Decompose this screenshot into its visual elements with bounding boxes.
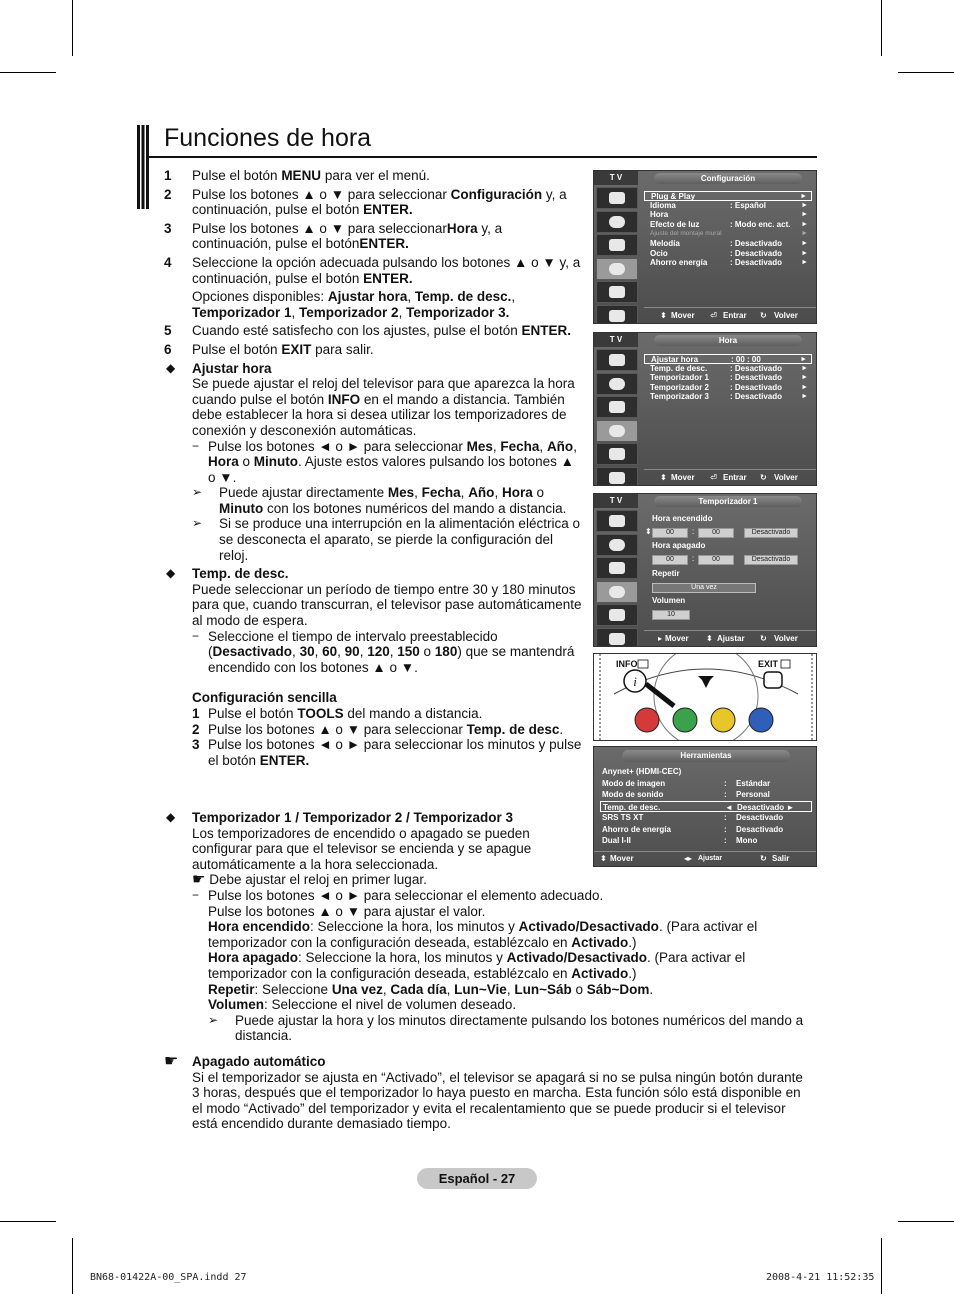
tools-item[interactable]: Ahorro de energía : Desactivado: [602, 824, 784, 834]
application-menu-icon: [596, 467, 638, 487]
osd-icon-strip: [596, 187, 638, 324]
osd-footer: ⬍ Mover ⏎ Entrar ↻ Volver: [644, 307, 816, 323]
exit-label: EXIT: [758, 659, 779, 669]
osd-icon-strip: [596, 510, 638, 647]
enter-icon: ⏎: [710, 473, 717, 482]
application-menu-icon: [596, 305, 638, 325]
sound-menu-icon: [596, 211, 638, 233]
sencilla-step: 3 Pulse los botones ◄ o ► para seleccionar los minutos y pulse el botón ENTER.: [192, 737, 582, 768]
sencilla-step: 1 Pulse el botón TOOLS del mando a distancia.: [192, 706, 483, 721]
diamond-bullet-icon: ◆: [166, 566, 176, 581]
osd-menu-item[interactable]: Temporizador 1 : Desactivado ►: [650, 373, 808, 383]
page-number-badge: Español - 27: [417, 1168, 537, 1189]
osd-herramientas: [593, 746, 817, 867]
osd-menu-list: [644, 354, 812, 402]
setup-menu-icon: [596, 258, 638, 280]
picture-menu-icon: [596, 187, 638, 209]
osd-title: Hora: [654, 335, 802, 346]
crop-mark: [898, 72, 954, 73]
up-down-icon: ⬍: [645, 527, 652, 536]
osd-menu-item[interactable]: Temporizador 3 : Desactivado ►: [650, 392, 808, 402]
config-sencilla-steps: [192, 706, 582, 768]
crop-mark: [881, 0, 882, 56]
pointing-hand-icon: ☛: [192, 871, 206, 889]
step-item: 3 Pulse los botones ▲ o ▼ para seleccionarHora y, a continuación, pulse el botónENTER.: [164, 220, 503, 252]
volume-field[interactable]: 10: [652, 610, 690, 620]
on-state-field[interactable]: Desactivado: [744, 528, 798, 538]
osd-menu-item[interactable]: Ahorro energía : Desactivado ►: [650, 258, 808, 268]
picture-menu-icon: [596, 510, 638, 532]
osd-menu-item[interactable]: Hora ►: [650, 210, 808, 220]
ajustar-hora-body: Se puede ajustar el reloj del televisor para que aparezca la hora cuando pulse el botón INFO en el mando a distancia. También debe establecer la hora si desea utilizar los temporizadores de conexión y desconexión automáticas.: [192, 376, 575, 438]
finger-note: ☛ Debe ajustar el reloj en primer lugar.: [192, 871, 427, 889]
repetir-label: Repetir: [652, 569, 680, 578]
channel-menu-icon: [596, 234, 638, 256]
volumen-label: Volumen: [652, 596, 686, 605]
channel-menu-icon: [596, 557, 638, 579]
osd-footer: ⬍ Mover ⏎ Entrar ↻ Volver: [644, 469, 816, 485]
ajustar-hora-notes: [192, 485, 582, 563]
osd-menu-item[interactable]: Idioma : Español ►: [650, 200, 808, 210]
on-hour-field[interactable]: 00: [652, 528, 688, 538]
adjust-icon: ⬍: [706, 634, 713, 643]
hora-encendido-label: Hora encendido: [652, 514, 713, 523]
arrow-note-icon: ➢: [192, 485, 203, 500]
remote-control-image: [593, 653, 817, 741]
tools-item[interactable]: Anynet+ (HDMI-CEC): [602, 767, 682, 776]
temp-desc-section: [164, 566, 582, 768]
crop-mark: [0, 1221, 56, 1222]
step-item: 4 Seleccione la opción adecuada pulsando los botones ▲ o ▼ y, a continuación, pulse el botón ENTER.: [164, 254, 581, 286]
input-menu-icon: [596, 281, 638, 303]
ajustar-hora-section: [164, 361, 582, 564]
application-menu-icon: [596, 628, 638, 648]
osd-temporizador: T V Temporizador 1 Hora encendido ⬍ 00 : 00 Desactivado Hora apagado 00 : 00 Desactivado Repetir Una vez Volumen 10 ▸ Mover ⬍ Ajustar ↻ Volver: [593, 493, 817, 647]
setup-menu-icon: [596, 581, 638, 603]
return-icon: ↻: [760, 311, 767, 320]
move-icon: ▸: [658, 634, 663, 643]
osd-menu-item[interactable]: Melodía : Desactivado ►: [650, 238, 808, 248]
blue-button: [749, 708, 773, 732]
crop-mark: [72, 1238, 73, 1294]
tools-title: Herramientas: [622, 750, 790, 762]
apagado-body: Si el temporizador se ajusta en “Activado”, el televisor se apagará si no se pulsa ningún botón durante 3 horas, después que el temporizador lo haya puesto en marcha. Esta función sólo está disponible en el modo “Activado” del temporizador y evita el recalentamiento que se puede producir si el televisor está encendido durante demasiado tiempo.: [192, 1069, 803, 1132]
temporizador-note: ➢ Puede ajustar la hora y los minutos directamente pulsando los botones numéricos del mando a distancia.: [208, 1012, 804, 1044]
return-icon: ↻: [760, 473, 767, 482]
tools-item[interactable]: Temp. de desc. ◄ Desactivado ►: [600, 801, 812, 813]
sound-menu-icon: [596, 373, 638, 395]
osd-menu-item[interactable]: Temp. de desc. : Desactivado ►: [650, 363, 808, 373]
osd-menu-item[interactable]: Efecto de luz : Modo enc. act. ►: [650, 219, 808, 229]
arrow-note-icon: ➢: [192, 516, 203, 531]
step-item: 1 Pulse el botón MENU para ver el menú.: [164, 168, 430, 183]
title-rule: [149, 156, 817, 158]
instructions-column: [164, 168, 582, 768]
green-button: [673, 708, 697, 732]
note-item: ➢ Si se produce una interrupción en la alimentación eléctrica o se desconecta el aparato, se pierde la configuración del reloj.: [192, 516, 580, 563]
remote-illustration: [594, 654, 817, 741]
temporizador-heading: Temporizador 1 / Temporizador 2 / Temporizador 3: [192, 810, 514, 825]
config-sencilla-heading: Configuración sencilla: [192, 690, 337, 706]
osd-configuracion: [593, 170, 817, 324]
apagado-section: [164, 1054, 814, 1132]
crop-mark: [881, 1238, 882, 1294]
temp-desc-dash: − Seleccione el tiempo de intervalo preestablecido (Desactivado, 30, 60, 90, 120, 150 o 180) que se mantendrá encendido con los botones ▲ o ▼.: [192, 628, 575, 675]
temporizador-body: Los temporizadores de encendido o apagado se pueden configurar para que el televisor se encienda y se apague automáticamente a la hora seleccionada.: [192, 825, 532, 872]
osd-title: Temporizador 1: [654, 496, 802, 507]
step-item: 2 Pulse los botones ▲ o ▼ para seleccionar Configuración y, a continuación, pulse el botón ENTER.: [164, 186, 567, 218]
repeat-field[interactable]: Una vez: [652, 583, 756, 593]
page-title: Funciones de hora: [164, 124, 372, 152]
sound-menu-icon: [596, 534, 638, 556]
osd-tv-label: T V: [594, 494, 638, 508]
diamond-bullet-icon: ◆: [166, 810, 176, 824]
osd-tv-label: T V: [594, 171, 638, 185]
osd-hora: [593, 332, 817, 486]
step-item: 5 Cuando esté satisfecho con los ajustes, pulse el botón ENTER.: [164, 323, 571, 339]
crop-mark: [0, 72, 56, 73]
osd-tv-label: T V: [594, 333, 638, 347]
osd-icon-strip: [596, 349, 638, 486]
osd-menu-list: [644, 191, 812, 268]
yellow-button: [711, 708, 735, 732]
channel-menu-icon: [596, 396, 638, 418]
crop-mark: [898, 1221, 954, 1222]
osd-menu-item[interactable]: Temporizador 2 : Desactivado ►: [650, 382, 808, 392]
imprint-date: 2008-4-21 11:52:35: [766, 1272, 875, 1283]
title-decoration: [137, 125, 149, 209]
hora-apagado-label: Hora apagado: [652, 541, 706, 550]
osd-footer: ▸ Mover ⬍ Ajustar ↻ Volver: [644, 630, 816, 646]
osd-title: Configuración: [654, 173, 802, 184]
input-menu-icon: [596, 604, 638, 626]
ajustar-hora-dash: − Pulse los botones ◄ o ► para seleccionar Mes, Fecha, Año, Hora o Minuto. Ajuste estos valores pulsando los botones ▲ o ▼.: [192, 438, 577, 485]
off-hour-field[interactable]: 00: [652, 555, 688, 565]
tools-item[interactable]: Modo de sonido : Personal: [602, 790, 770, 799]
crop-mark: [72, 0, 73, 56]
diamond-bullet-icon: ◆: [166, 360, 176, 375]
move-icon: ⬍: [660, 311, 667, 320]
ajustar-hora-heading: Ajustar hora: [192, 360, 272, 376]
note-item: ➢ Puede ajustar directamente Mes, Fecha, Año, Hora o Minuto con los botones numéricos del mando a distancia.: [192, 485, 567, 516]
return-icon: ↻: [760, 634, 767, 643]
tools-footer: ⬍ Mover ◂▸ Ajustar ↻ Salir: [594, 851, 816, 866]
off-state-field[interactable]: Desactivado: [744, 555, 798, 565]
osd-menu-item[interactable]: Ajustar hora : 00 : 00 ►: [644, 354, 812, 364]
temp-desc-heading: Temp. de desc.: [192, 566, 289, 582]
steps-list: [164, 168, 582, 358]
arrow-note-icon: ➢: [208, 1012, 219, 1027]
move-icon: ⬍: [600, 854, 607, 863]
setup-menu-icon: [596, 420, 638, 442]
return-icon: ↻: [760, 854, 767, 863]
sencilla-step: 2 Pulse los botones ▲ o ▼ para seleccionar Temp. de desc.: [192, 721, 564, 737]
enter-icon: ⏎: [710, 311, 717, 320]
osd-menu-item[interactable]: Plug & Play ►: [644, 191, 812, 201]
tools-item[interactable]: SRS TS XT : Desactivado: [602, 813, 784, 822]
temp-desc-body: Puede seleccionar un período de tiempo entre 30 y 180 minutos para que, cuando transcurran, el televisor pase automáticamente al modo de espera.: [192, 581, 582, 629]
temporizador-dash: − Pulse los botones ◄ o ► para seleccionar el elemento adecuado. Pulse los botones ▲ o ▼ para ajustar el valor. Hora encendido: Seleccione la hora, los minutos y Activado/Desactivado. (Para activar el temporizador con la configuración deseada, establézcalo en Activado.) Hora apagado: Seleccione la hora, los minutos y Activado/Desactivado. (Para activar el temporizador con la configuración deseada, establézcalo en Activado.) Repetir: Seleccione Una vez, Cada día, Lun~Vie, Lun~Sáb o Sáb~Dom. Volumen: Seleccione el nivel de volumen deseado.: [192, 887, 758, 1013]
osd-menu-item[interactable]: Ocio : Desactivado ►: [650, 248, 808, 258]
osd-menu-item[interactable]: Ajuste del montaje mural ►: [650, 230, 808, 238]
tools-item[interactable]: Modo de imagen : Estándar: [602, 778, 771, 788]
adjust-icon: ◂▸: [684, 854, 693, 863]
red-button: [635, 708, 659, 732]
apagado-heading: Apagado automático: [192, 1053, 326, 1069]
picture-menu-icon: [596, 349, 638, 371]
info-label: INFO: [616, 659, 638, 669]
off-minute-field[interactable]: 00: [698, 555, 734, 565]
pointing-hand-icon: ☛: [164, 1052, 179, 1070]
step-item: 6 Pulse el botón EXIT para salir.: [164, 341, 374, 357]
step-item: Opciones disponibles: Ajustar hora, Temp. de desc., Temporizador 1, Temporizador 2, Temporizador 3.: [192, 289, 516, 320]
imprint-file: BN68-01422A-00_SPA.indd 27: [90, 1272, 247, 1283]
on-minute-field[interactable]: 00: [698, 528, 734, 538]
info-i-icon: i: [633, 674, 637, 689]
tools-item[interactable]: Dual I-II : Mono: [602, 836, 758, 845]
input-menu-icon: [596, 443, 638, 465]
move-icon: ⬍: [660, 473, 667, 482]
